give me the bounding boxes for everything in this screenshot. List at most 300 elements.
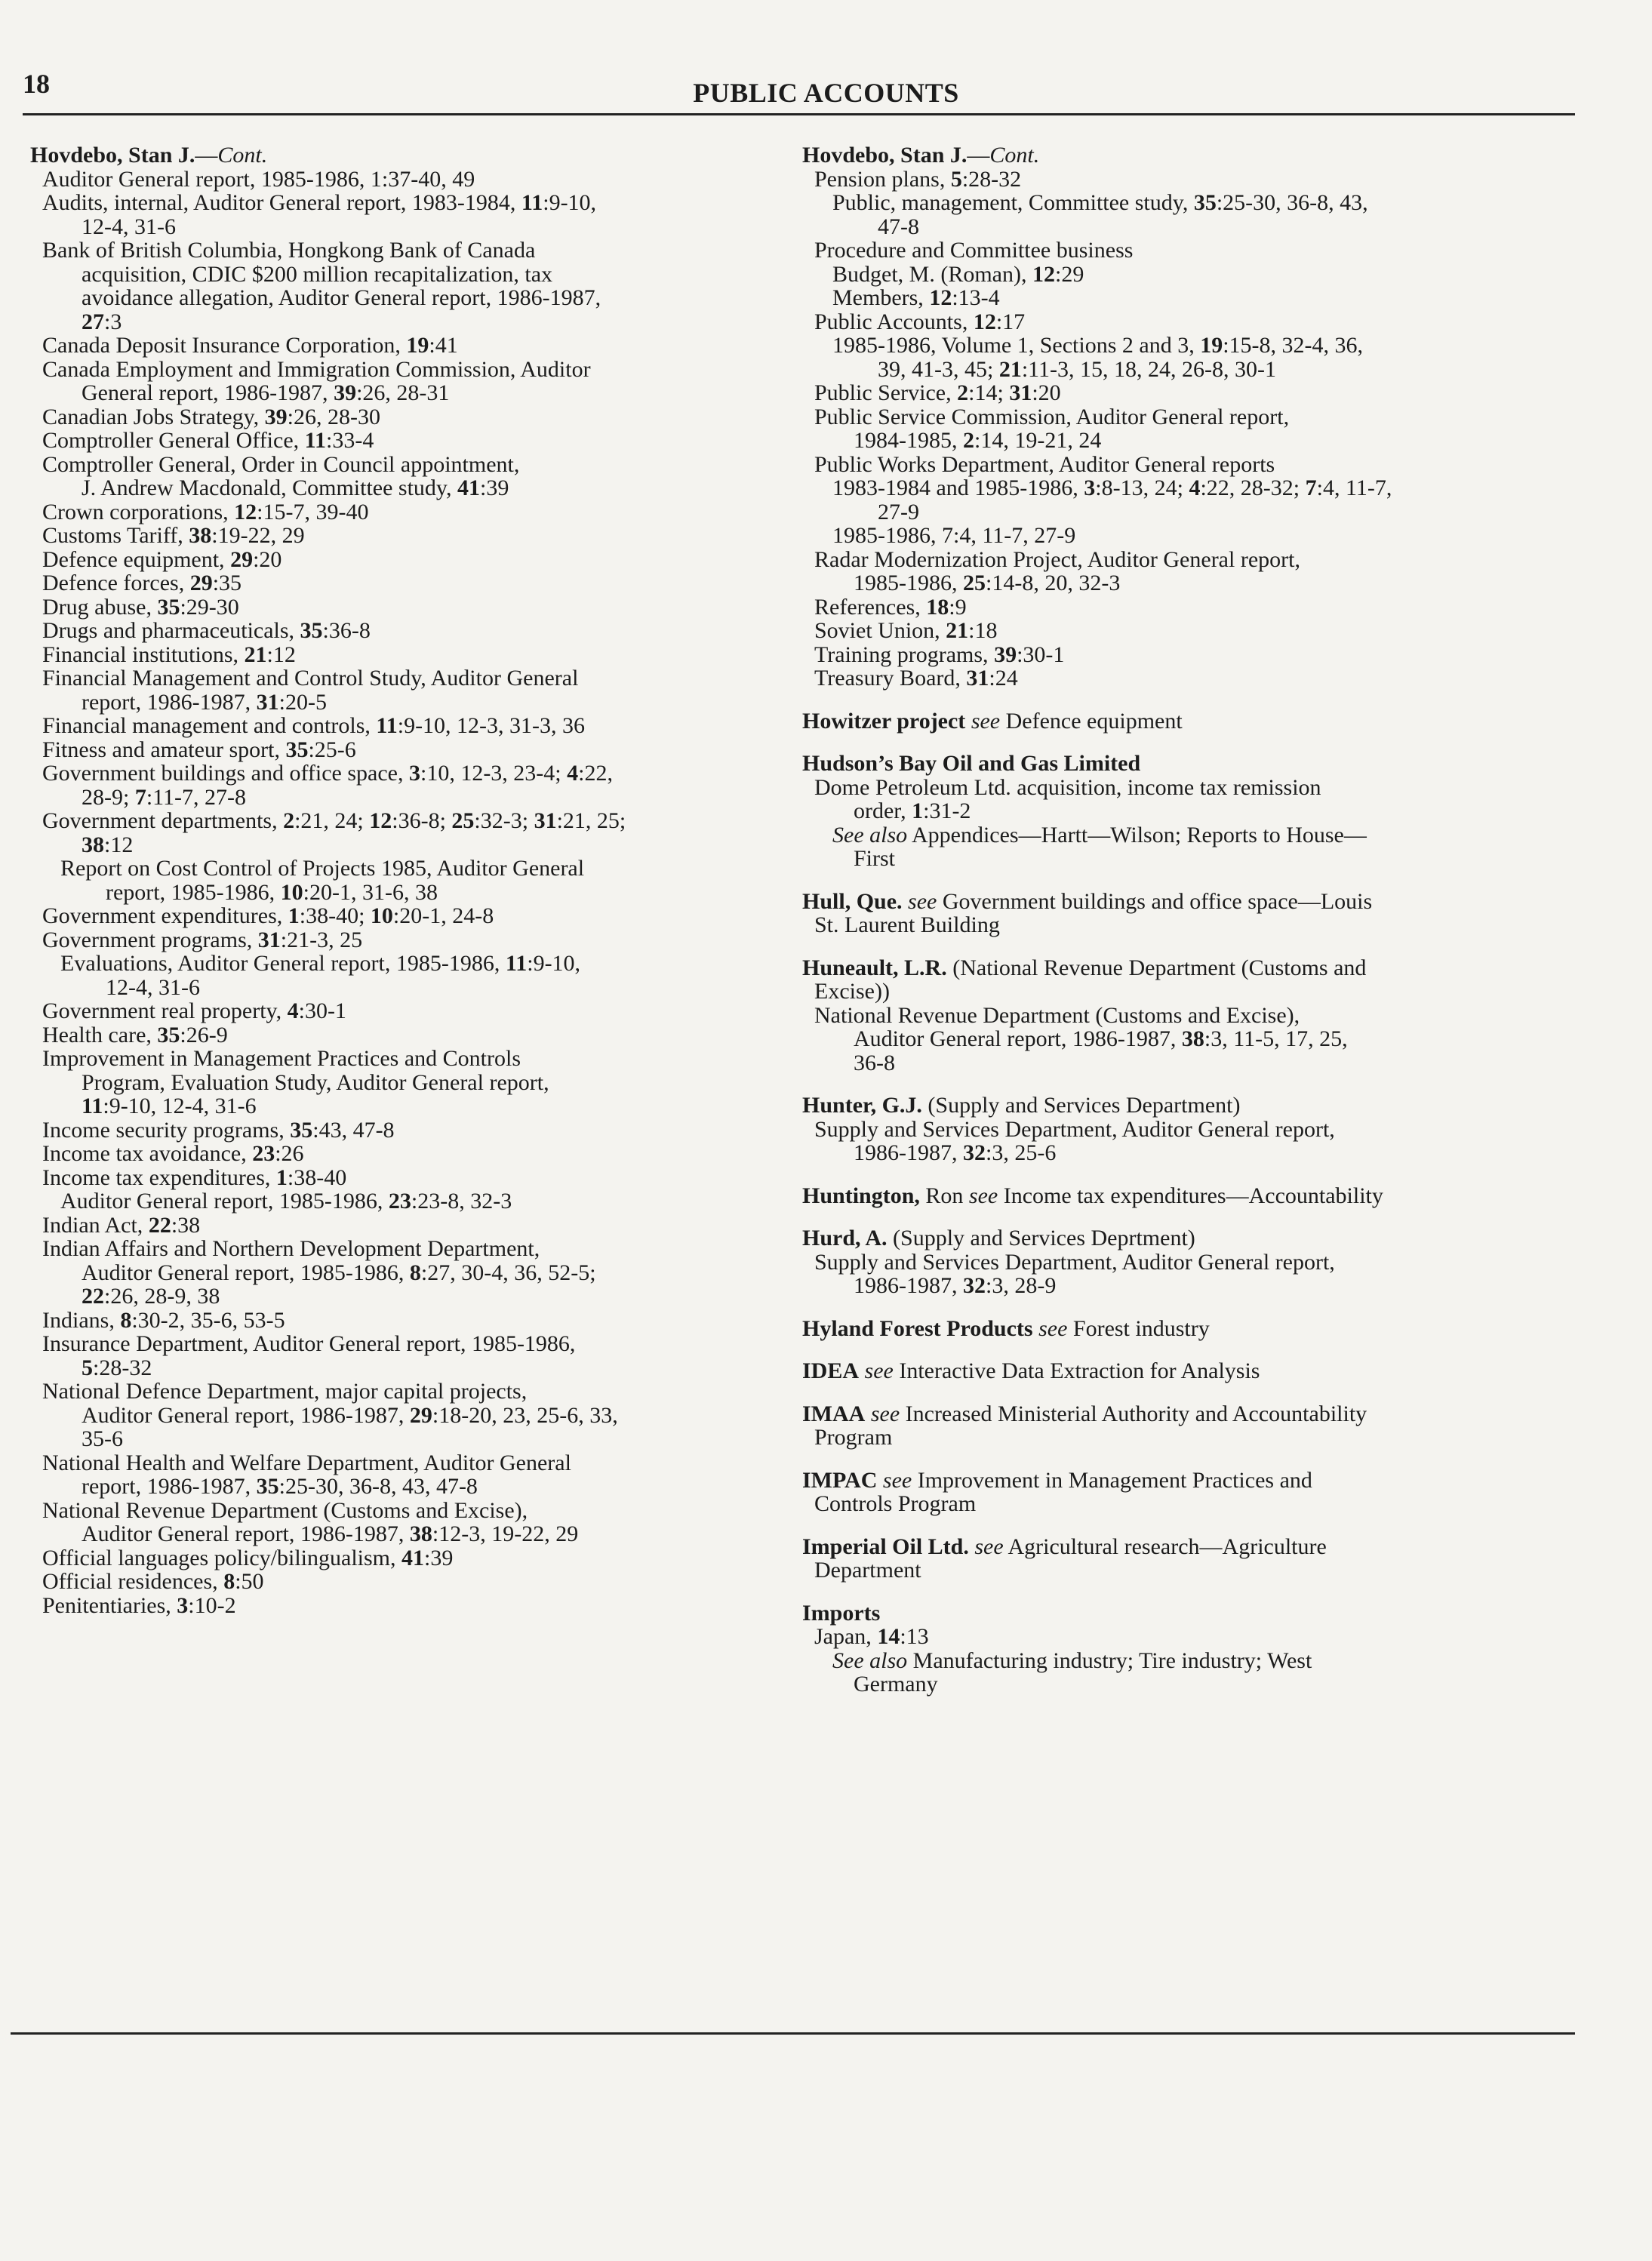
bold-term: 3 — [408, 761, 420, 786]
index-subentry-line — [30, 310, 792, 334]
index-subentry-line — [802, 1625, 1576, 1649]
bold-term: 35 — [290, 1117, 313, 1143]
index-subentry-line — [802, 1004, 1576, 1028]
entry-text: 1985-1986, — [854, 571, 963, 595]
entry-text: report, 1986-1987, — [82, 1474, 257, 1499]
bold-term: 41 — [401, 1545, 425, 1570]
entry-text: :18 — [968, 618, 998, 643]
index-subentry-line — [802, 168, 1576, 192]
page-number: 18 — [23, 69, 50, 99]
index-subentry-line — [30, 595, 792, 620]
bold-term: 29 — [409, 1402, 432, 1428]
entry-text: Auditor General report, 1985-1986, — [60, 1189, 389, 1214]
running-head: PUBLIC ACCOUNTS — [693, 78, 959, 108]
bold-term: 3 — [1084, 475, 1096, 500]
bold-term: 38 — [82, 832, 104, 857]
index-subentry-line — [802, 476, 1576, 500]
entry-text: :30-2, 35-6, 53-5 — [131, 1307, 285, 1333]
bold-term: 11 — [505, 951, 528, 976]
bold-term: 39 — [334, 380, 357, 405]
bold-term: 11 — [304, 428, 327, 453]
index-heading-line — [802, 143, 1576, 168]
entry-text: Defence forces, — [42, 571, 190, 595]
entry-text: Program, Evaluation Study, Auditor General report, — [82, 1069, 549, 1095]
bold-term: 23 — [388, 1189, 411, 1214]
entry-text: Government departments, — [42, 808, 284, 833]
index-subentry-line — [30, 976, 792, 1000]
bold-term: 18 — [926, 594, 949, 620]
entry-text: :26, 28-9, 38 — [104, 1284, 220, 1309]
entry-text: Ron — [919, 1183, 969, 1208]
entry-text: (Supply and Services Deprtment) — [887, 1226, 1195, 1250]
index-heading-line — [802, 1184, 1576, 1208]
bold-term: 41 — [457, 475, 480, 500]
bold-term: 8 — [223, 1569, 235, 1594]
entry-text: :12 — [266, 641, 296, 667]
index-subentry-line — [30, 1094, 792, 1118]
entry-text — [903, 889, 909, 914]
entry-text: 1984-1985, — [854, 428, 963, 453]
entry-text: Government buildings and office space, — [42, 761, 409, 786]
entry-text: :3, 25-6 — [986, 1140, 1057, 1165]
entry-text: :9-10, 12-3, 31-3, 36 — [397, 713, 586, 738]
entry-text: Audits, internal, Auditor General report, 1983-1984, — [42, 190, 521, 215]
bold-term: 1 — [288, 903, 300, 928]
index-entry — [802, 1535, 1576, 1583]
entry-text: :14-8, 20, 32-3 — [986, 571, 1121, 595]
bold-term: 35 — [157, 594, 180, 620]
entry-text: :36-8 — [322, 618, 371, 643]
index-subentry-line — [30, 1261, 792, 1285]
entry-text: Manufacturing industry; Tire industry; West — [907, 1647, 1312, 1673]
index-entry — [802, 1359, 1576, 1383]
bold-term: 35 — [256, 1474, 279, 1499]
entry-text: report, 1986-1987, — [82, 689, 257, 715]
index-heading-line — [802, 956, 1576, 980]
bold-term: 2 — [283, 808, 295, 833]
entry-text: Canada Deposit Insurance Corporation, — [42, 333, 407, 358]
index-subentry-line — [30, 904, 792, 928]
entry-text: Public Service Commission, Auditor General report, — [814, 404, 1290, 429]
entry-text: Department — [814, 1558, 921, 1583]
bold-term: 35 — [300, 618, 323, 643]
entry-text: Health care, — [42, 1022, 158, 1047]
entry-text: acquisition, CDIC $200 million recapitalization, tax — [82, 261, 553, 287]
index-subentry-line — [30, 238, 792, 263]
entry-text: :20-1, 24-8 — [392, 903, 494, 928]
entry-text: Auditor General report, 1986-1987, — [82, 1402, 410, 1428]
entry-text — [877, 1468, 883, 1493]
entry-text: 1986-1987, — [854, 1140, 963, 1165]
index-subentry-line — [30, 643, 792, 667]
index-entry — [802, 890, 1576, 937]
entry-text: :17 — [995, 309, 1026, 334]
bold-term: 3 — [177, 1592, 189, 1618]
index-subentry-line — [30, 1071, 792, 1095]
index-entry — [802, 1469, 1576, 1516]
entry-text: :18-20, 23, 25-6, 33, — [432, 1402, 618, 1428]
bold-term: 4 — [287, 998, 299, 1023]
entry-text: J. Andrew Macdonald, Committee study, — [82, 475, 457, 500]
entry-text: :9-10, — [543, 190, 597, 215]
entry-text: :28-32 — [93, 1355, 152, 1380]
bold-term: 4 — [1189, 475, 1201, 500]
index-entry — [802, 1402, 1576, 1450]
entry-text: :20 — [1032, 380, 1061, 405]
italic-term: see — [908, 888, 937, 914]
index-subentry-line — [30, 1356, 792, 1380]
bold-term: 25 — [963, 571, 986, 595]
index-subentry-line — [802, 358, 1576, 382]
index-subentry-line — [802, 666, 1576, 691]
entry-text: :19-22, 29 — [211, 523, 305, 548]
entry-text: Public, management, Committee study, — [832, 190, 1194, 215]
index-subentry-line — [30, 1404, 792, 1428]
index-subentry-line — [802, 799, 1576, 823]
entry-text: (National Revenue Department (Customs and — [946, 955, 1367, 980]
entry-text: 12-4, 31-6 — [82, 214, 176, 239]
index-subentry-line — [30, 168, 792, 192]
index-subentry-line — [30, 429, 792, 453]
index-subentry-line — [30, 191, 792, 215]
entry-text: Germany — [854, 1672, 938, 1697]
bold-term: IMPAC — [802, 1467, 878, 1493]
index-subentry-line — [30, 334, 792, 358]
index-subentry-line — [30, 286, 792, 310]
index-column-right — [802, 143, 1576, 1715]
index-subentry-line — [802, 1027, 1576, 1051]
index-subentry-line — [30, 1189, 792, 1214]
entry-text: Interactive Data Extraction for Analysis — [893, 1358, 1260, 1383]
bold-term: 35 — [157, 1022, 180, 1047]
index-subentry-line — [802, 1649, 1576, 1673]
bold-term: 25 — [451, 808, 475, 833]
index-subentry-line — [30, 619, 792, 643]
index-subentry-line — [802, 191, 1576, 215]
entry-text: 12-4, 31-6 — [106, 974, 200, 1000]
index-subentry-line — [30, 1142, 792, 1166]
italic-term: see — [971, 708, 1001, 734]
entry-text: 27-9 — [878, 499, 919, 524]
index-heading-line — [802, 1226, 1576, 1250]
entry-text: Improvement in Management Practices and Controls — [42, 1046, 521, 1071]
bold-term: 11 — [82, 1094, 103, 1118]
bold-term: 39 — [994, 641, 1017, 667]
index-subentry-line — [30, 453, 792, 477]
bold-term: Huntington, — [802, 1183, 920, 1208]
entry-text: :36-8; — [392, 808, 452, 833]
index-subentry-line — [802, 1558, 1576, 1583]
entry-text: Defence equipment — [1000, 708, 1183, 734]
bold-term: 14 — [877, 1624, 900, 1649]
index-subentry-line — [802, 381, 1576, 405]
index-subentry-line — [802, 453, 1576, 477]
entry-text: 35-6 — [82, 1426, 123, 1451]
entry-text: :20-5 — [278, 689, 327, 715]
index-column-left — [30, 143, 792, 1617]
entry-text: :4, 11-7, — [1316, 475, 1392, 500]
entry-text: Comptroller General, Order in Council appointment, — [42, 451, 520, 477]
entry-text: :15-8, 32-4, 36, — [1223, 333, 1364, 358]
entry-text: 39, 41-3, 45; — [878, 356, 999, 382]
entry-text: Canadian Jobs Strategy, — [42, 404, 265, 429]
entry-text — [965, 709, 971, 734]
index-subentry-line — [802, 310, 1576, 334]
entry-text: Indian Act, — [42, 1212, 149, 1238]
entry-text: Drug abuse, — [42, 594, 158, 620]
index-subentry-line — [30, 1166, 792, 1190]
entry-text: :32-3; — [474, 808, 534, 833]
index-subentry-line — [30, 761, 792, 786]
index-subentry-line — [30, 500, 792, 524]
bold-term: Hudson’s Bay Oil and Gas Limited — [802, 751, 1141, 776]
entry-text: :33-4 — [326, 428, 374, 453]
index-subentry-line — [30, 215, 792, 239]
bold-term: 11 — [521, 190, 543, 215]
index-subentry-line — [802, 595, 1576, 620]
entry-text: :50 — [235, 1569, 264, 1594]
index-subentry-line — [30, 786, 792, 810]
entry-text: :22, 28-32; — [1200, 475, 1306, 500]
entry-text: Financial institutions, — [42, 641, 245, 667]
entry-text: Supply and Services Department, Auditor General report, — [814, 1116, 1335, 1142]
index-subentry-line — [30, 1451, 792, 1475]
bold-term: Imperial Oil Ltd. — [802, 1533, 969, 1559]
entry-text: National Revenue Department (Customs and Excise), — [42, 1497, 528, 1523]
italic-term: see — [968, 1183, 998, 1208]
bold-term: IMAA — [802, 1401, 866, 1426]
entry-text: St. Laurent Building — [814, 912, 1000, 937]
bold-term: 27 — [82, 309, 104, 334]
entry-text: Customs Tariff, — [42, 523, 189, 548]
italic-term: see — [1038, 1315, 1068, 1341]
bold-term: Hurd, A. — [802, 1226, 888, 1250]
index-subentry-line — [802, 776, 1576, 800]
bold-term: Imports — [802, 1600, 881, 1626]
index-subentry-line — [30, 1237, 792, 1261]
entry-text: :30-1 — [298, 998, 346, 1023]
index-subentry-line — [30, 738, 792, 762]
index-subentry-line — [30, 928, 792, 952]
italic-term: see — [974, 1533, 1004, 1559]
entry-text: National Revenue Department (Customs and Excise), — [814, 1002, 1300, 1028]
bold-term: Hyland Forest Products — [802, 1315, 1033, 1341]
index-subentry-line — [30, 1284, 792, 1309]
entry-text: :26-9 — [180, 1022, 228, 1047]
index-subentry-line — [30, 999, 792, 1023]
entry-text: 28-9; — [82, 784, 135, 810]
index-subentry-line — [30, 1118, 792, 1143]
bold-term: 21 — [998, 356, 1022, 382]
bold-term: Hovdebo, Stan J. — [802, 143, 968, 168]
entry-text: :21, 24; — [294, 808, 370, 833]
index-subentry-line — [802, 1492, 1576, 1516]
italic-term: See also — [832, 822, 908, 847]
entry-text: :15-7, 39-40 — [257, 499, 369, 524]
index-subentry-line — [30, 571, 792, 595]
entry-text: Financial Management and Control Study, Auditor General — [42, 666, 579, 691]
bold-term: 12 — [929, 285, 952, 310]
index-subentry-line — [30, 1380, 792, 1404]
entry-text: Drugs and pharmaceuticals, — [42, 618, 300, 643]
index-subentry-line — [30, 691, 792, 715]
entry-text: Radar Modernization Project, Auditor General report, — [814, 546, 1300, 572]
entry-text: order, — [854, 798, 912, 823]
entry-text: :13-4 — [952, 285, 1000, 310]
entry-text: 1985-1986, 7:4, 11-7, 27-9 — [832, 523, 1076, 548]
bold-term: 38 — [1181, 1026, 1204, 1051]
index-entry — [802, 709, 1576, 734]
entry-text: Improvement in Management Practices and — [912, 1467, 1312, 1493]
italic-term: see — [870, 1401, 900, 1426]
entry-text: :3 — [104, 309, 122, 334]
entry-text: :30-1 — [1017, 641, 1065, 667]
index-subentry-line — [802, 429, 1576, 453]
bold-term: 11 — [376, 713, 398, 738]
italic-term: Cont. — [217, 143, 268, 168]
index-entry — [30, 143, 792, 1617]
entry-text: Public Accounts, — [814, 309, 974, 334]
italic-term: See also — [832, 1647, 908, 1673]
index-subentry-line — [30, 952, 792, 976]
index-heading-line — [802, 1535, 1576, 1559]
index-subentry-line — [30, 405, 792, 429]
index-subentry-line — [30, 666, 792, 691]
entry-text: Income tax expenditures—Accountability — [998, 1183, 1383, 1208]
index-subentry-line — [802, 286, 1576, 310]
entry-text — [859, 1358, 865, 1383]
bold-term: 7 — [1305, 475, 1317, 500]
bold-term: 1 — [275, 1164, 288, 1190]
entry-text: 1985-1986, Volume 1, Sections 2 and 3, — [832, 333, 1201, 358]
bold-term: 12 — [369, 808, 392, 833]
index-subentry-line — [30, 1499, 792, 1523]
index-subentry-line — [802, 405, 1576, 429]
entry-text: :9-10, 12-4, 31-6 — [103, 1094, 257, 1118]
entry-text: Program — [814, 1425, 893, 1450]
entry-text: Crown corporations, — [42, 499, 235, 524]
entry-text: Indian Affairs and Northern Development Department, — [42, 1236, 540, 1261]
index-subentry-line — [802, 980, 1576, 1004]
entry-text: Soviet Union, — [814, 618, 946, 643]
bold-term: 39 — [264, 404, 288, 429]
entry-text: Training programs, — [814, 641, 995, 667]
index-subentry-line — [802, 1672, 1576, 1697]
bold-term: 21 — [244, 641, 267, 667]
bold-term: 1 — [912, 798, 924, 823]
entry-text: :27, 30-4, 36, 52-5; — [420, 1260, 596, 1285]
index-subentry-line — [30, 809, 792, 833]
index-entry — [802, 1184, 1576, 1208]
entry-text: Defence equipment, — [42, 546, 231, 572]
bold-term: Howitzer project — [802, 708, 966, 734]
bold-term: 12 — [234, 499, 257, 524]
entry-text: Dome Petroleum Ltd. acquisition, income tax remission — [814, 774, 1321, 800]
index-subentry-line — [802, 1051, 1576, 1075]
entry-text: Members, — [832, 285, 930, 310]
index-heading-line — [802, 1317, 1576, 1341]
entry-text: :41 — [429, 333, 458, 358]
entry-text: :12 — [104, 832, 134, 857]
entry-text: :21-3, 25 — [280, 927, 363, 952]
entry-text: :38 — [171, 1212, 201, 1238]
entry-text: First — [854, 846, 896, 871]
entry-text: :9 — [949, 594, 967, 620]
index-subentry-line — [802, 1250, 1576, 1275]
entry-text: Evaluations, Auditor General report, 1985-1986, — [60, 951, 506, 976]
index-subentry-line — [30, 1475, 792, 1499]
index-subentry-line — [30, 1427, 792, 1451]
index-subentry-line — [802, 238, 1576, 263]
entry-text: Fitness and amateur sport, — [42, 737, 286, 762]
entry-text: :24 — [989, 666, 1018, 691]
index-entry — [802, 956, 1576, 1075]
index-entry — [802, 1601, 1576, 1697]
index-subentry-line — [802, 823, 1576, 847]
entry-text: :26, 28-30 — [287, 404, 380, 429]
index-heading-line — [802, 1094, 1576, 1118]
bold-term: 29 — [230, 546, 254, 572]
bold-term: 12 — [973, 309, 996, 334]
index-subentry-line — [802, 215, 1576, 239]
entry-text: :8-13, 24; — [1095, 475, 1189, 500]
entry-text: :43, 47-8 — [312, 1117, 395, 1143]
bold-term: IDEA — [802, 1358, 860, 1383]
index-subentry-line — [30, 833, 792, 857]
bold-term: 31 — [256, 689, 279, 715]
entry-text: Report on Cost Control of Projects 1985, Auditor General — [60, 856, 585, 881]
entry-text: :12-3, 19-22, 29 — [432, 1521, 579, 1546]
entry-text: :20-1, 31-6, 38 — [303, 879, 438, 905]
entry-text: Auditor General report, 1986-1987, — [82, 1521, 410, 1546]
entry-text: :28-32 — [961, 166, 1022, 192]
entry-text: :11-7, 27-8 — [146, 784, 247, 810]
entry-text: :10, 12-3, 23-4; — [420, 761, 568, 786]
entry-text: Procedure and Committee business — [814, 238, 1134, 263]
bold-term: 23 — [252, 1141, 275, 1166]
entry-text: Government expenditures, — [42, 903, 288, 928]
entry-text — [865, 1401, 871, 1426]
entry-text: avoidance allegation, Auditor General report, 1986-1987, — [82, 285, 601, 310]
index-subentry-line — [802, 619, 1576, 643]
entry-text: report, 1985-1986, — [106, 879, 281, 905]
bold-term: 31 — [257, 927, 281, 952]
entry-text: :25-6 — [308, 737, 356, 762]
entry-text: :23-8, 32-3 — [411, 1189, 512, 1214]
entry-text: Financial management and controls, — [42, 713, 377, 738]
bold-term: 31 — [534, 808, 557, 833]
index-heading-line — [802, 752, 1576, 776]
index-subentry-line — [802, 334, 1576, 358]
bold-term: Hull, Que. — [802, 888, 903, 914]
entry-text: :29 — [1054, 261, 1084, 287]
index-subentry-line — [802, 1141, 1576, 1165]
entry-text: Income tax expenditures, — [42, 1164, 276, 1190]
bold-term: 2 — [963, 428, 974, 453]
index-subentry-line — [30, 881, 792, 905]
index-subentry-line — [802, 500, 1576, 524]
index-subentry-line — [30, 548, 792, 572]
entry-text: Excise)) — [814, 979, 890, 1004]
entry-text: :14, 19-21, 24 — [974, 428, 1102, 453]
top-rule — [23, 113, 1575, 115]
index-subentry-line — [30, 1570, 792, 1594]
entry-text: :11-3, 15, 18, 24, 26-8, 30-1 — [1021, 356, 1277, 382]
bold-term: 21 — [946, 618, 969, 643]
index-subentry-line — [802, 524, 1576, 548]
index-heading-line — [802, 1402, 1576, 1426]
entry-text: :26 — [275, 1141, 304, 1166]
